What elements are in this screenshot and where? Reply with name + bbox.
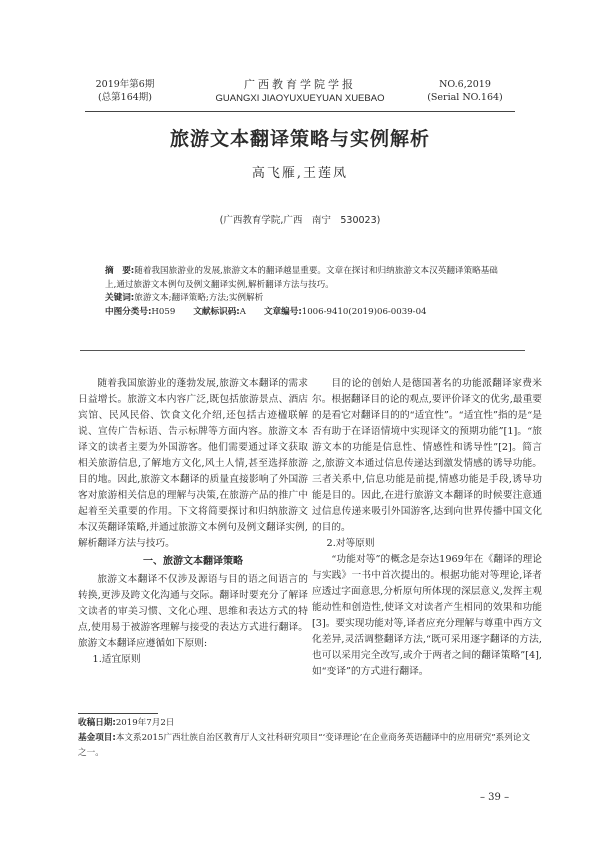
equivalence-paragraph: “功能对等”的概念是奈达1969年在《翻译的理论与实践》一书中首次提出的。根据功能对等理论,译者应透过字面意思,分析原句所体现的深层意义,发挥主观能动性和创造性,使译文对读者产生相同的效果和功能[3]。要实现功能对等,译者应充分理解与尊重中西方文化差异,灵活调整翻译方法,“既可采用逐字翻译的方法,也可以采用完全改写,或介于两者之间的翻译策略”[4],如“变译”的方式进行翻译。 <box>312 554 542 677</box>
issue-year: 2019年第6期 <box>95 79 155 90</box>
subheading-equivalence: 2.对等原则 <box>326 538 375 549</box>
document-code <box>193 306 246 320</box>
received-value: 2019年7月2日 <box>115 718 175 728</box>
classification-row <box>105 306 505 320</box>
doccode-value: A <box>239 306 246 317</box>
page-number: – 39 – <box>480 792 510 803</box>
abstract-label: 摘 要: <box>105 266 135 276</box>
article-number <box>264 306 427 320</box>
fund-value: 本文系2015广西壮族自治区教育厅人文社科研究项目“‘变译理论’在企业商务英语翻译中的应用研究”系列论文之一。 <box>78 733 531 758</box>
received-date <box>78 716 538 731</box>
fund-info <box>78 731 538 761</box>
keywords <box>105 292 505 306</box>
abstract-text: 随着我国旅游业的发展,旅游文本的翻译越显重要。文章在探讨和归纳旅游文本汉英翻译策略基础上,通过旅游文本例句及例文翻译实例,解析翻译方法与技巧。 <box>105 266 498 290</box>
received-label: 收稿日期: <box>78 718 116 728</box>
clc-value: H059 <box>151 306 176 317</box>
doccode-label: 文献标识码: <box>193 306 240 317</box>
issue-number: NO.6,2019 <box>439 79 491 90</box>
abstract-block <box>105 265 505 319</box>
skopos-paragraph: 目的论的创始人是德国著名的功能派翻译家费米尔。根据翻译目的论的观点,要评价译文的优劣,最重要的是看它对翻译目的的“适宜性”。“适宜性”指的是“是否有助于在译语情境中实现译文的预期功能”[1]。“旅游文本的功能是信息性、情感性和诱导性”[2]。简言之,旅游文本通过信息传递达到激发情感的诱导功能。三者关系中,信息功能是前提,情感功能是手段,诱导功能是目的。因此,在进行旅游文本翻译的时候要注意通过信息传递来吸引外国游客,达到向世界传播中国文化的目的。 <box>312 378 542 533</box>
keywords-label: 关键词: <box>105 293 135 303</box>
abstract-divider <box>80 350 525 351</box>
issue-total: (总第164期) <box>97 92 153 103</box>
subheading-appropriateness: 1.适宜原则 <box>92 654 141 665</box>
clc-code <box>105 306 175 320</box>
author-affiliation: (广西教育学院,广西 南宁 530023) <box>219 215 381 226</box>
article-label: 文章编号: <box>263 306 302 317</box>
article-title: 旅游文本翻译策略与实例解析 <box>169 128 430 150</box>
abstract <box>105 265 505 292</box>
issue-info-en <box>415 78 515 104</box>
intro-paragraph: 随着我国旅游业的蓬勃发展,旅游文本翻译的需求日益增长。旅游文本内容广泛,既包括旅游景点、酒店宾馆、民风民俗、饮食文化介绍,还包括古迹楹联解说、宣传广告标语、告示标牌等方面内容。旅游文本译文的读者主要为外国游客。他们需要通过译文获取相关旅游信息,了解地方文化,风土人情,甚至选择旅游目的地。因此,旅游文本翻译的质量直接影响了外国游客对旅游相关信息的理解与决策,在旅游产品的推广中起着至关重要的作用。下文将简要探讨和归纳旅游文本汉英翻译策略,并通过旅游文本例句及例文翻译实例,解析翻译方法与技巧。 <box>78 378 308 549</box>
clc-label: 中图分类号: <box>105 306 152 317</box>
section-heading: 一、旅游文本翻译策略 <box>143 556 243 567</box>
article-value: 1006-9410(2019)06-0039-04 <box>301 306 427 317</box>
strategy-paragraph: 旅游文本翻译不仅涉及源语与目的语之间语言的转换,更涉及跨文化沟通与交际。翻译时要充分了解译文读者的审美习惯、文化心理、思维和表达方式的特点,使用易于被游客理解与接受的表达方式进行翻译。旅游文本翻译应遵循如下原则: <box>78 574 308 649</box>
footnotes <box>78 716 538 761</box>
journal-name-en: GUANGXI JIAOYUXUEYUAN XUEBAO <box>215 93 385 104</box>
fund-label: 基金项目: <box>78 733 116 743</box>
body-column-left <box>78 376 308 668</box>
journal-header <box>85 78 515 112</box>
article-authors: 高飞雁,王莲凤 <box>251 166 349 181</box>
keywords-text: 旅游文本;翻译策略;方法;实例解析 <box>134 293 264 303</box>
body-column-right <box>312 376 542 680</box>
journal-name-cn: 广西教育学院学报 <box>244 78 356 91</box>
footnote-divider <box>78 713 158 714</box>
serial-number: (Serial NO.164) <box>427 92 503 103</box>
